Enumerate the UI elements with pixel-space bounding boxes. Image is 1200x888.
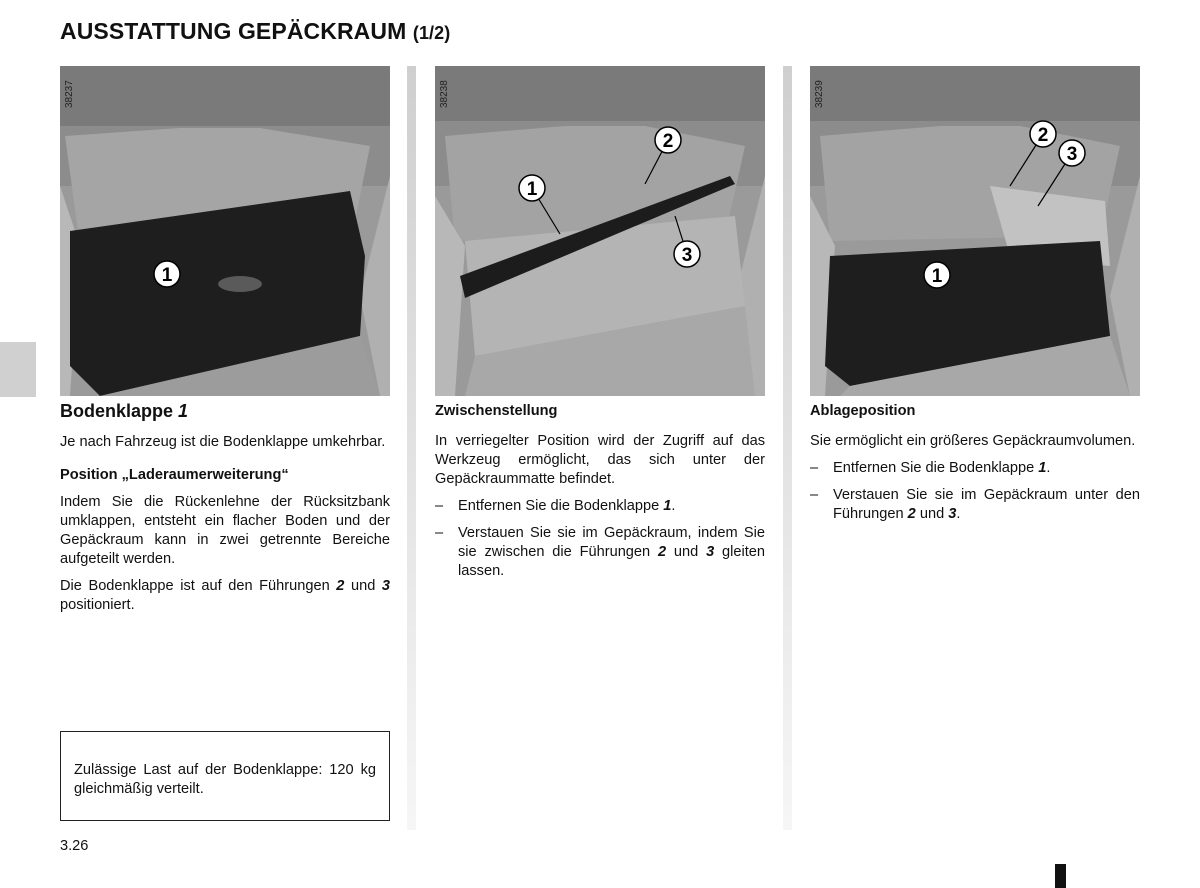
- text-run: .: [956, 506, 961, 522]
- figure-2-photo: [435, 66, 765, 396]
- text-run: und: [666, 544, 707, 560]
- page-corner-marker: [1055, 864, 1066, 888]
- text-run: gleiten lassen.: [458, 544, 765, 579]
- ref-number: 2: [907, 506, 916, 522]
- dash: –: [810, 487, 819, 503]
- text-run: Verstauen Sie sie im Gepäckraum, indem Sie sie zwischen die Führungen: [458, 525, 765, 560]
- column-divider-1: [407, 66, 416, 830]
- list-item: [435, 524, 765, 581]
- section-heading-bodenklappe: [60, 402, 390, 421]
- figure-3-callout-1: 1: [931, 266, 943, 287]
- figure-2-callout-2: 2: [662, 131, 674, 152]
- ref-number: 3: [948, 506, 957, 522]
- column-1: [60, 402, 390, 623]
- text-run: Entfernen Sie die Bodenklappe: [833, 460, 1039, 476]
- list-item: [435, 497, 765, 516]
- paragraph: In verriegelter Position wird der Zugriff auf das Werkzeug ermöglicht, das sich unter der Gepäckraummatte befindet.: [435, 433, 765, 487]
- list-item-text: [833, 459, 1140, 478]
- figure-2-callout-1: 1: [526, 179, 538, 200]
- figure-3-callout-2: 2: [1037, 125, 1049, 146]
- text-run: positioniert.: [60, 597, 135, 613]
- ref-number: 2: [336, 578, 345, 594]
- figure-1-photo: [60, 66, 390, 396]
- subheading-laderaumerweiterung: Position „Laderaumerweiterung“: [60, 467, 289, 483]
- ref-number: 1: [663, 498, 672, 514]
- list-item-text: [458, 524, 765, 581]
- list-item: [810, 459, 1140, 478]
- ref-number: 3: [381, 578, 390, 594]
- text-run: Verstauen Sie sie im Gepäckraum unter den Führungen: [833, 487, 1140, 522]
- list-item-text: [833, 486, 1140, 524]
- dash: –: [435, 498, 444, 514]
- text-run: Die Bodenklappe ist auf den Führungen: [60, 578, 337, 594]
- column-2: [435, 402, 765, 589]
- section-heading-ablageposition: Ablageposition: [810, 403, 916, 419]
- figure-1-callout-1: 1: [161, 265, 173, 286]
- list-item: [810, 486, 1140, 524]
- page-title: [60, 18, 450, 45]
- ref-number: 3: [706, 544, 715, 560]
- column-3: [810, 402, 1140, 532]
- chapter-tab: [0, 342, 36, 397]
- section-heading-zwischenstellung: Zwischenstellung: [435, 403, 558, 419]
- figure-2-id: 38238: [439, 80, 450, 108]
- figure-2-callout-3: 3: [681, 245, 693, 266]
- text-run: und: [915, 506, 949, 522]
- text-run: .: [671, 498, 676, 514]
- warning-box: Zulässige Last auf der Bodenklappe: 120 kg gleichmäßig verteilt.: [60, 731, 390, 821]
- heading-number: 1: [178, 401, 189, 421]
- paragraph-1: Indem Sie die Rückenlehne der Rücksitzbank umklappen, entsteht ein flacher Boden und der Gepäckraum kann in zwei getrennte Bereiche aufgeteilt werden.: [60, 494, 390, 567]
- figure-3-photo: [810, 66, 1140, 396]
- text-run: Entfernen Sie die Bodenklappe: [458, 498, 664, 514]
- page-title-text: AUSSTATTUNG GEPÄCKRAUM: [60, 18, 407, 44]
- figure-1-id: 38237: [64, 80, 75, 108]
- page-number: 3.26: [60, 838, 89, 854]
- page-title-part: (1/2): [412, 23, 451, 43]
- figure-3-id: 38239: [814, 80, 825, 108]
- ref-number: 1: [1038, 460, 1047, 476]
- text-run: .: [1046, 460, 1051, 476]
- dash: –: [435, 525, 444, 541]
- figure-3-callout-3: 3: [1066, 144, 1078, 165]
- intro-paragraph: Je nach Fahrzeug ist die Bodenklappe umkehrbar.: [60, 434, 386, 450]
- text-run: und: [344, 578, 382, 594]
- dash: –: [810, 460, 819, 476]
- heading-text: Bodenklappe: [60, 401, 179, 421]
- list-item-text: [458, 497, 765, 516]
- paragraph: Sie ermöglicht ein größeres Gepäckraumvolumen.: [810, 433, 1136, 449]
- paragraph-2: [60, 577, 390, 615]
- column-divider-2: [783, 66, 792, 830]
- ref-number: 2: [657, 544, 667, 560]
